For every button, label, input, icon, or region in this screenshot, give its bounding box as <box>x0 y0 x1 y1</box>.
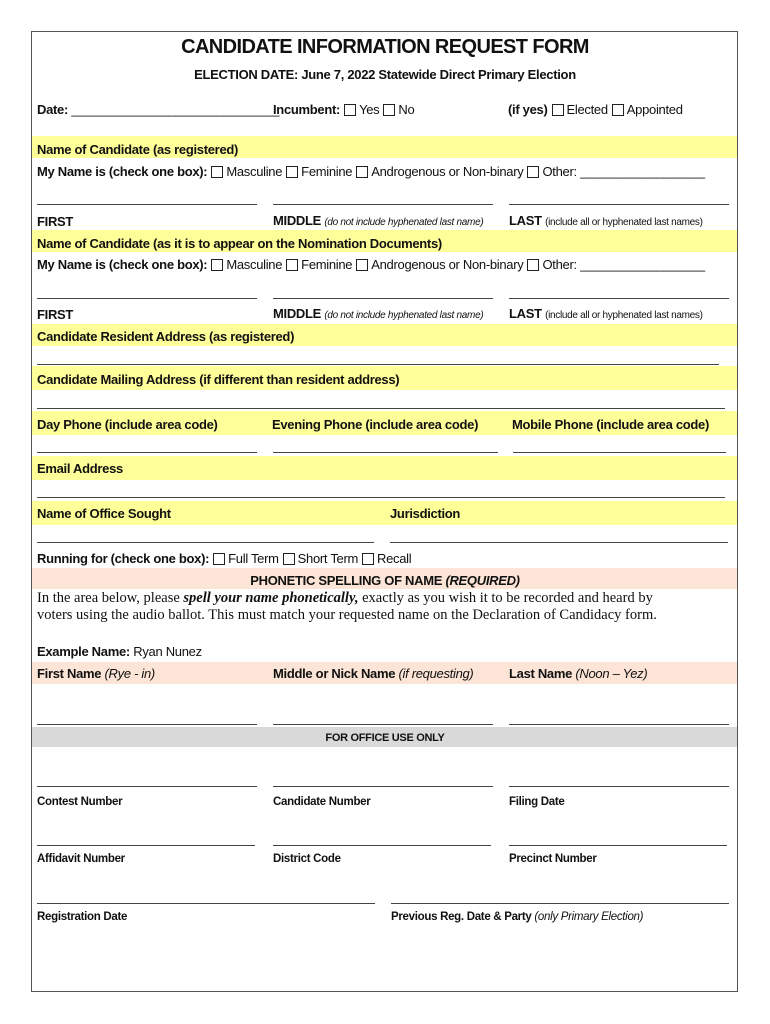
other-field[interactable]: __________________ <box>580 257 705 272</box>
incumbent-row <box>273 102 414 117</box>
election-date: ELECTION DATE: June 7, 2022 Statewide Direct Primary Election <box>194 67 576 82</box>
feminine-label: Feminine <box>301 257 353 272</box>
office-sought-line[interactable] <box>37 542 374 543</box>
first-name-line[interactable] <box>37 298 257 299</box>
androgenous-label: Androgenous or Non-binary <box>371 164 524 179</box>
phonetic-middle-label: Middle or Nick Name <box>273 666 396 681</box>
gender-row-1 <box>37 164 705 179</box>
previous-reg-row <box>391 911 643 923</box>
phonetic-first-row <box>37 666 155 681</box>
name-registered-heading: Name of Candidate (as registered) <box>37 142 239 157</box>
precinct-number-line[interactable] <box>509 845 727 846</box>
candidate-number-label: Candidate Number <box>273 796 371 808</box>
date-field[interactable]: ______________________________ <box>71 102 280 117</box>
gender-row-2 <box>37 257 705 272</box>
middle-note: (do not include hyphenated last name) <box>324 310 484 321</box>
if-yes-row <box>508 102 683 117</box>
my-name-label: My Name is (check one box): <box>37 257 208 272</box>
no-checkbox[interactable] <box>383 104 395 116</box>
previous-reg-note: (only Primary Election) <box>534 911 644 923</box>
instructions-text: In the area below, please <box>37 590 184 606</box>
middle-label: MIDDLE <box>273 306 322 321</box>
instructions-text: exactly as you wish it to be recorded and heard by <box>358 590 653 606</box>
last-label-row <box>509 306 703 321</box>
androgenous-checkbox[interactable] <box>356 259 368 271</box>
email-label: Email Address <box>37 461 123 476</box>
form-title: CANDIDATE INFORMATION REQUEST FORM <box>181 36 589 58</box>
mailing-address-line[interactable] <box>37 408 725 409</box>
contest-number-line[interactable] <box>37 786 257 787</box>
email-band <box>32 456 737 480</box>
phonetic-last-row <box>509 666 647 681</box>
masculine-checkbox[interactable] <box>211 259 223 271</box>
example-name-value: Ryan Nunez <box>133 644 202 659</box>
last-note: (include all or hyphenated last names) <box>545 217 703 228</box>
evening-phone-label: Evening Phone (include area code) <box>272 417 479 432</box>
date-label: Date: <box>37 102 69 117</box>
last-name-line[interactable] <box>509 204 729 205</box>
phonetic-instructions-1 <box>37 590 653 607</box>
recall-label: Recall <box>377 551 412 566</box>
mobile-phone-line[interactable] <box>513 452 726 453</box>
short-term-label: Short Term <box>297 551 359 566</box>
running-for-row <box>37 551 411 566</box>
running-for-label: Running for (check one box): <box>37 551 210 566</box>
incumbent-label: Incumbent: <box>273 102 341 117</box>
feminine-label: Feminine <box>301 164 353 179</box>
mobile-phone-label: Mobile Phone (include area code) <box>512 417 709 432</box>
last-label-row <box>509 213 703 228</box>
androgenous-label: Androgenous or Non-binary <box>371 257 524 272</box>
last-label: LAST <box>509 213 542 228</box>
phonetic-instructions-2: voters using the audio ballot. This must match your requested name on the Declaration of Candidacy form. <box>37 607 657 623</box>
appointed-checkbox[interactable] <box>612 104 624 116</box>
jurisdiction-line[interactable] <box>390 542 728 543</box>
contest-number-label: Contest Number <box>37 796 123 808</box>
district-code-line[interactable] <box>273 845 491 846</box>
phonetic-first-label: First Name <box>37 666 102 681</box>
full-term-checkbox[interactable] <box>213 553 225 565</box>
my-name-label: My Name is (check one box): <box>37 164 208 179</box>
day-phone-line[interactable] <box>37 452 257 453</box>
email-line[interactable] <box>37 497 725 498</box>
example-name-label: Example Name: <box>37 644 130 659</box>
evening-phone-line[interactable] <box>273 452 498 453</box>
first-name-line[interactable] <box>37 204 257 205</box>
phonetic-first-line[interactable] <box>37 724 257 725</box>
phonetic-middle-row <box>273 666 473 681</box>
phonetic-heading: PHONETIC SPELLING OF NAME <box>250 573 443 588</box>
first-label: FIRST <box>37 214 74 229</box>
other-checkbox[interactable] <box>527 259 539 271</box>
mailing-address-label: Candidate Mailing Address (if different than resident address) <box>37 372 400 387</box>
last-label: LAST <box>509 306 542 321</box>
other-field[interactable]: __________________ <box>580 164 705 179</box>
feminine-checkbox[interactable] <box>286 259 298 271</box>
office-use-heading: FOR OFFICE USE ONLY <box>325 732 445 744</box>
affidavit-number-line[interactable] <box>37 845 255 846</box>
day-phone-label: Day Phone (include area code) <box>37 417 218 432</box>
middle-name-line[interactable] <box>273 298 493 299</box>
phonetic-required: (REQUIRED) <box>445 573 520 588</box>
first-label: FIRST <box>37 307 74 322</box>
last-note: (include all or hyphenated last names) <box>545 310 703 321</box>
phonetic-middle-line[interactable] <box>273 724 493 725</box>
phonetic-heading-row <box>0 573 770 588</box>
previous-reg-label: Previous Reg. Date & Party <box>391 911 532 923</box>
androgenous-checkbox[interactable] <box>356 166 368 178</box>
candidate-number-line[interactable] <box>273 786 493 787</box>
yes-label: Yes <box>359 102 380 117</box>
filing-date-line[interactable] <box>509 786 729 787</box>
filing-date-label: Filing Date <box>509 796 565 808</box>
district-code-label: District Code <box>273 853 341 865</box>
example-name-row <box>37 644 202 659</box>
other-checkbox[interactable] <box>527 166 539 178</box>
resident-address-label: Candidate Resident Address (as registered) <box>37 329 295 344</box>
masculine-label: Masculine <box>226 257 283 272</box>
masculine-checkbox[interactable] <box>211 166 223 178</box>
previous-reg-line[interactable] <box>391 903 729 904</box>
no-label: No <box>398 102 415 117</box>
instructions-emphasis: spell your name phonetically, <box>183 590 359 606</box>
feminine-checkbox[interactable] <box>286 166 298 178</box>
yes-checkbox[interactable] <box>344 104 356 116</box>
short-term-checkbox[interactable] <box>283 553 295 565</box>
appointed-label: Appointed <box>626 102 683 117</box>
phonetic-last-hint: (Noon – Yez) <box>575 666 648 681</box>
middle-name-line[interactable] <box>273 204 493 205</box>
registration-date-label: Registration Date <box>37 911 128 923</box>
middle-label: MIDDLE <box>273 213 322 228</box>
phonetic-middle-hint: (if requesting) <box>398 666 474 681</box>
phonetic-last-label: Last Name <box>509 666 573 681</box>
full-term-label: Full Term <box>228 551 279 566</box>
phonetic-first-hint: (Rye - in) <box>104 666 155 681</box>
elected-label: Elected <box>566 102 608 117</box>
last-name-line[interactable] <box>509 298 729 299</box>
other-label: Other: <box>542 164 577 179</box>
resident-address-line[interactable] <box>37 364 719 365</box>
middle-note: (do not include hyphenated last name) <box>324 217 484 228</box>
phonetic-last-line[interactable] <box>509 724 729 725</box>
date-row <box>37 102 279 117</box>
masculine-label: Masculine <box>226 164 283 179</box>
jurisdiction-label: Jurisdiction <box>390 506 461 521</box>
other-label: Other: <box>542 257 577 272</box>
elected-checkbox[interactable] <box>552 104 564 116</box>
registration-date-line[interactable] <box>37 903 375 904</box>
middle-label-row <box>273 213 483 228</box>
name-nomination-heading: Name of Candidate (as it is to appear on the Nomination Documents) <box>37 236 442 251</box>
precinct-number-label: Precinct Number <box>509 853 597 865</box>
middle-label-row <box>273 306 483 321</box>
recall-checkbox[interactable] <box>362 553 374 565</box>
affidavit-number-label: Affidavit Number <box>37 853 125 865</box>
if-yes-label: (if yes) <box>508 102 548 117</box>
office-sought-label: Name of Office Sought <box>37 506 171 521</box>
